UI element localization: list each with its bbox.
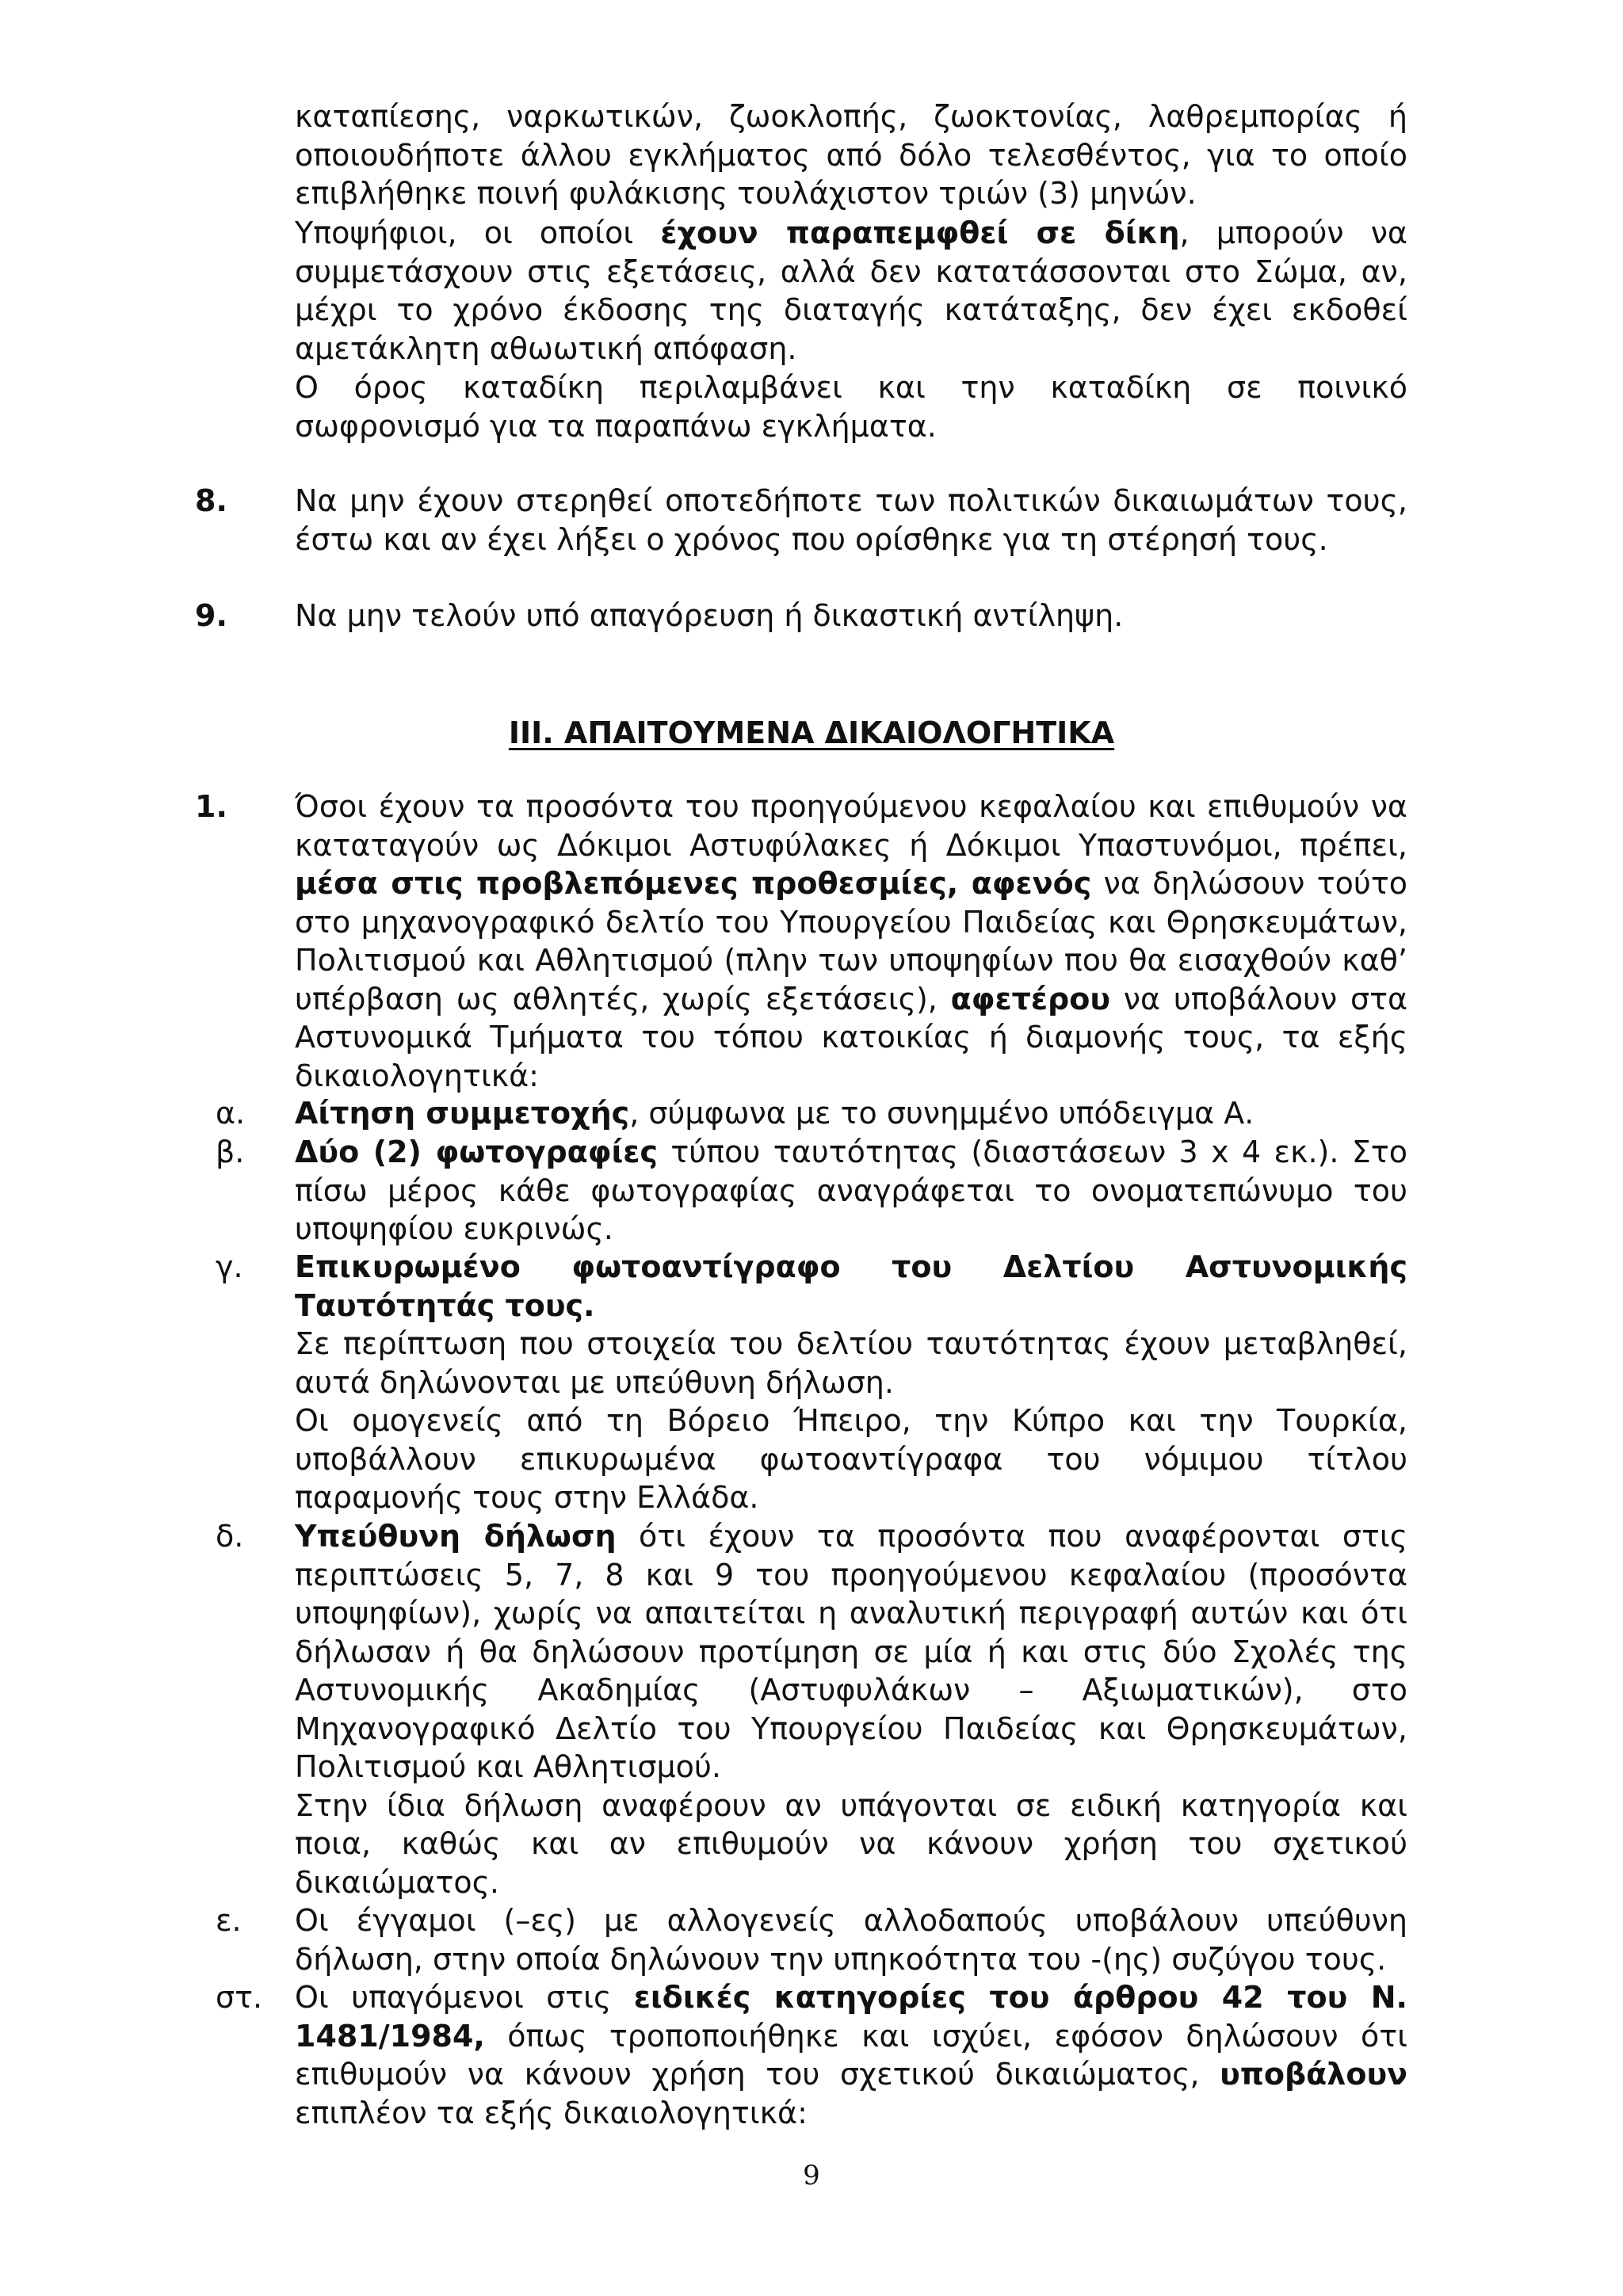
page-number: 9 xyxy=(803,2160,820,2191)
item-number: 1. xyxy=(195,789,227,824)
bold-text: Επικυρωμένο φωτοαντίγραφο του Δελτίου Αστυνομικής xyxy=(295,1249,1407,1284)
text-span: όπως τροποποιήθηκε και ισχύει, εφόσον δηλώσουν ότι επιθυμούν να κάνουν χρήση του σχετικού δικαιώματος, xyxy=(295,2018,1407,2092)
text-span: , σύμφωνα με το συνημμένο υπόδειγμα Α. xyxy=(629,1096,1254,1131)
bold-text: Αίτηση συμμετοχής xyxy=(295,1096,630,1131)
text-span: ότι έχουν τα προσόντα που αναφέρονται στις περιπτώσεις 5, 7, 8 και 9 του προηγούμενου κεφαλαίου (προσόντα υποψηφίων), χωρίς να απαιτείται η αναλυτική περιγραφή αυτών και ότι δήλωσαν ή θα δηλώσουν προτίμηση σε μία ή και στις δύο Σχολές της Αστυνομικής Ακαδημίας (Αστυφυλάκων – Αξιωματικών), στο Μηχανογραφικό Δελτίο του Υπουργείου Παιδείας και Θρησκευμάτων, Πολιτισμού και Αθλητισμού. xyxy=(295,1519,1407,1784)
text-span: να δηλώσουν τούτο στο μηχανογραφικό δελτίο του Υπουργείου Παιδείας και Θρησκευμάτων, Πολιτισμού και Αθλητισμού (πλην των υποψηφίων που θα εισαχθούν καθ’ υπέρβαση ως αθλητές, χωρίς εξετάσεις), xyxy=(295,866,1407,1016)
item-number: 8. xyxy=(195,483,227,518)
item-number: 9. xyxy=(195,598,227,633)
text-paragraph: Οι ομογενείς από τη Βόρειο Ήπειρο, την Κύπρο και την Τουρκία, υποβάλλουν επικυρωμένα φωτοαντίγραφα του νόμιμου τίτλου παραμονής τους στην Ελλάδα. xyxy=(295,1403,1407,1515)
bold-text: Ταυτότητάς τους. xyxy=(295,1287,595,1323)
text-paragraph xyxy=(295,1517,1407,1787)
sub-item-st-text xyxy=(295,1978,1407,2132)
text-line: επιβλήθηκε ποινή φυλάκισης τουλάχιστον τριών (3) μηνών. xyxy=(295,176,1197,211)
conviction-paragraph xyxy=(295,368,1407,445)
sub-item-d-text xyxy=(295,1517,1407,1901)
sub-item-b-text xyxy=(295,1133,1407,1249)
text-span: Όσοι έχουν τα προσόντα του προηγούμενου κεφαλαίου και επιθυμούν να καταταγούν ως Δόκιμοι Αστυφύλακες ή Δόκιμοι Υπαστυνόμοι, πρέπει, xyxy=(295,789,1407,863)
sub-item-c-text xyxy=(295,1248,1407,1517)
bold-text: Υπεύθυνη δήλωση xyxy=(295,1519,617,1554)
sub-item-label: γ. xyxy=(216,1249,243,1284)
sub-item-label: ε. xyxy=(216,1903,242,1938)
continuation-paragraph xyxy=(295,97,1407,213)
sub-item-label: β. xyxy=(216,1135,245,1169)
bold-text: έχουν παραπεμφθεί σε δίκη xyxy=(660,215,1180,250)
text-line: Ο όρος καταδίκη περιλαμβάνει και την καταδίκη σε ποινικό xyxy=(295,370,1407,405)
sub-item-e-text: Οι έγγαμοι (–ες) με αλλογενείς αλλοδαπούς υποβάλουν υπεύθυνη δήλωση, στην οποία δηλώνουν την υπηκοότητα του -(ης) συζύγου τους. xyxy=(295,1903,1407,1977)
text-span: τύπου ταυτότητας (διαστάσεων 3 x 4 εκ.). Στο πίσω μέρος κάθε φωτογραφίας αναγράφεται το ονοματεπώνυμο του υποψηφίου ευκρινώς. xyxy=(295,1135,1408,1246)
sub-item-label: στ. xyxy=(216,1980,263,2015)
text-line: έστω και αν έχει λήξει ο χρόνος που ορίσθηκε για τη στέρησή τους. xyxy=(295,521,1328,557)
text-span: Υποψήφιοι, οι οποίοι xyxy=(295,215,661,250)
section-heading: ΙΙΙ. ΑΠΑΙΤΟΥΜΕΝΑ ΔΙΚΑΙΟΛΟΓΗΤΙΚΑ xyxy=(508,715,1115,750)
text-line: Να μην έχουν στερηθεί οποτεδήποτε των πολιτικών δικαιωμάτων τους, xyxy=(295,483,1407,518)
text-span: , μπορούν να συμμετάσχουν στις εξετάσεις, αλλά δεν κατατάσσονται στο Σώμα, αν, μέχρι το χρόνο έκδοσης της διαταγής κατάταξης, δεν έχει εκδοθεί αμετάκλητη αθωωτική απόφαση. xyxy=(295,215,1407,366)
text-paragraph: Σε περίπτωση που στοιχεία του δελτίου ταυτότητας έχουν μεταβληθεί, αυτά δηλώνονται με υπεύθυνη δήλωση. xyxy=(295,1326,1407,1400)
trial-paragraph xyxy=(295,214,1407,368)
sub-item-label: δ. xyxy=(216,1519,244,1554)
text-line: σωφρονισμό για τα παραπάνω εγκλήματα. xyxy=(295,408,937,444)
text-paragraph: Στην ίδια δήλωση αναφέρουν αν υπάγονται σε ειδική κατηγορία και ποια, καθώς και αν επιθυμούν να κάνουν χρήση του σχετικού δικαιώματος. xyxy=(295,1787,1407,1900)
text-line: καταπίεσης, ναρκωτικών, ζωοκλοπής, ζωοκτονίας, λαθρεμπορίας ή xyxy=(295,99,1407,134)
item-9-text: Να μην τελούν υπό απαγόρευση ή δικαστική αντίληψη. xyxy=(295,598,1124,633)
bold-text: ειδικές κατηγορίες του άρθρου 42 του Ν. 1481/1984, xyxy=(295,1980,1407,2054)
bold-text: υποβάλουν xyxy=(1220,2057,1407,2092)
bold-text: αφετέρου xyxy=(950,981,1110,1016)
text-span: επιπλέον τα εξής δικαιολογητικά: xyxy=(295,2095,808,2130)
item-8-text xyxy=(295,482,1407,559)
bold-text: Δύο (2) φωτογραφίες xyxy=(295,1135,658,1169)
text-span: να υποβάλουν στα Αστυνομικά Τμήματα του τόπου κατοικίας ή διαμονής τους, τα εξής δικαιολογητικά: xyxy=(295,981,1407,1093)
sub-item-label: α. xyxy=(216,1096,246,1131)
bold-text: μέσα στις προβλεπόμενες προθεσμίες, αφενός xyxy=(295,866,1092,901)
sub-item-a-text xyxy=(295,1094,1407,1133)
requirement-1-text xyxy=(295,788,1407,1095)
text-line: οποιουδήποτε άλλου εγκλήματος από δόλο τελεσθέντος, για το οποίο xyxy=(295,137,1407,173)
text-span: Οι υπαγόμενοι στις xyxy=(295,1980,634,2015)
